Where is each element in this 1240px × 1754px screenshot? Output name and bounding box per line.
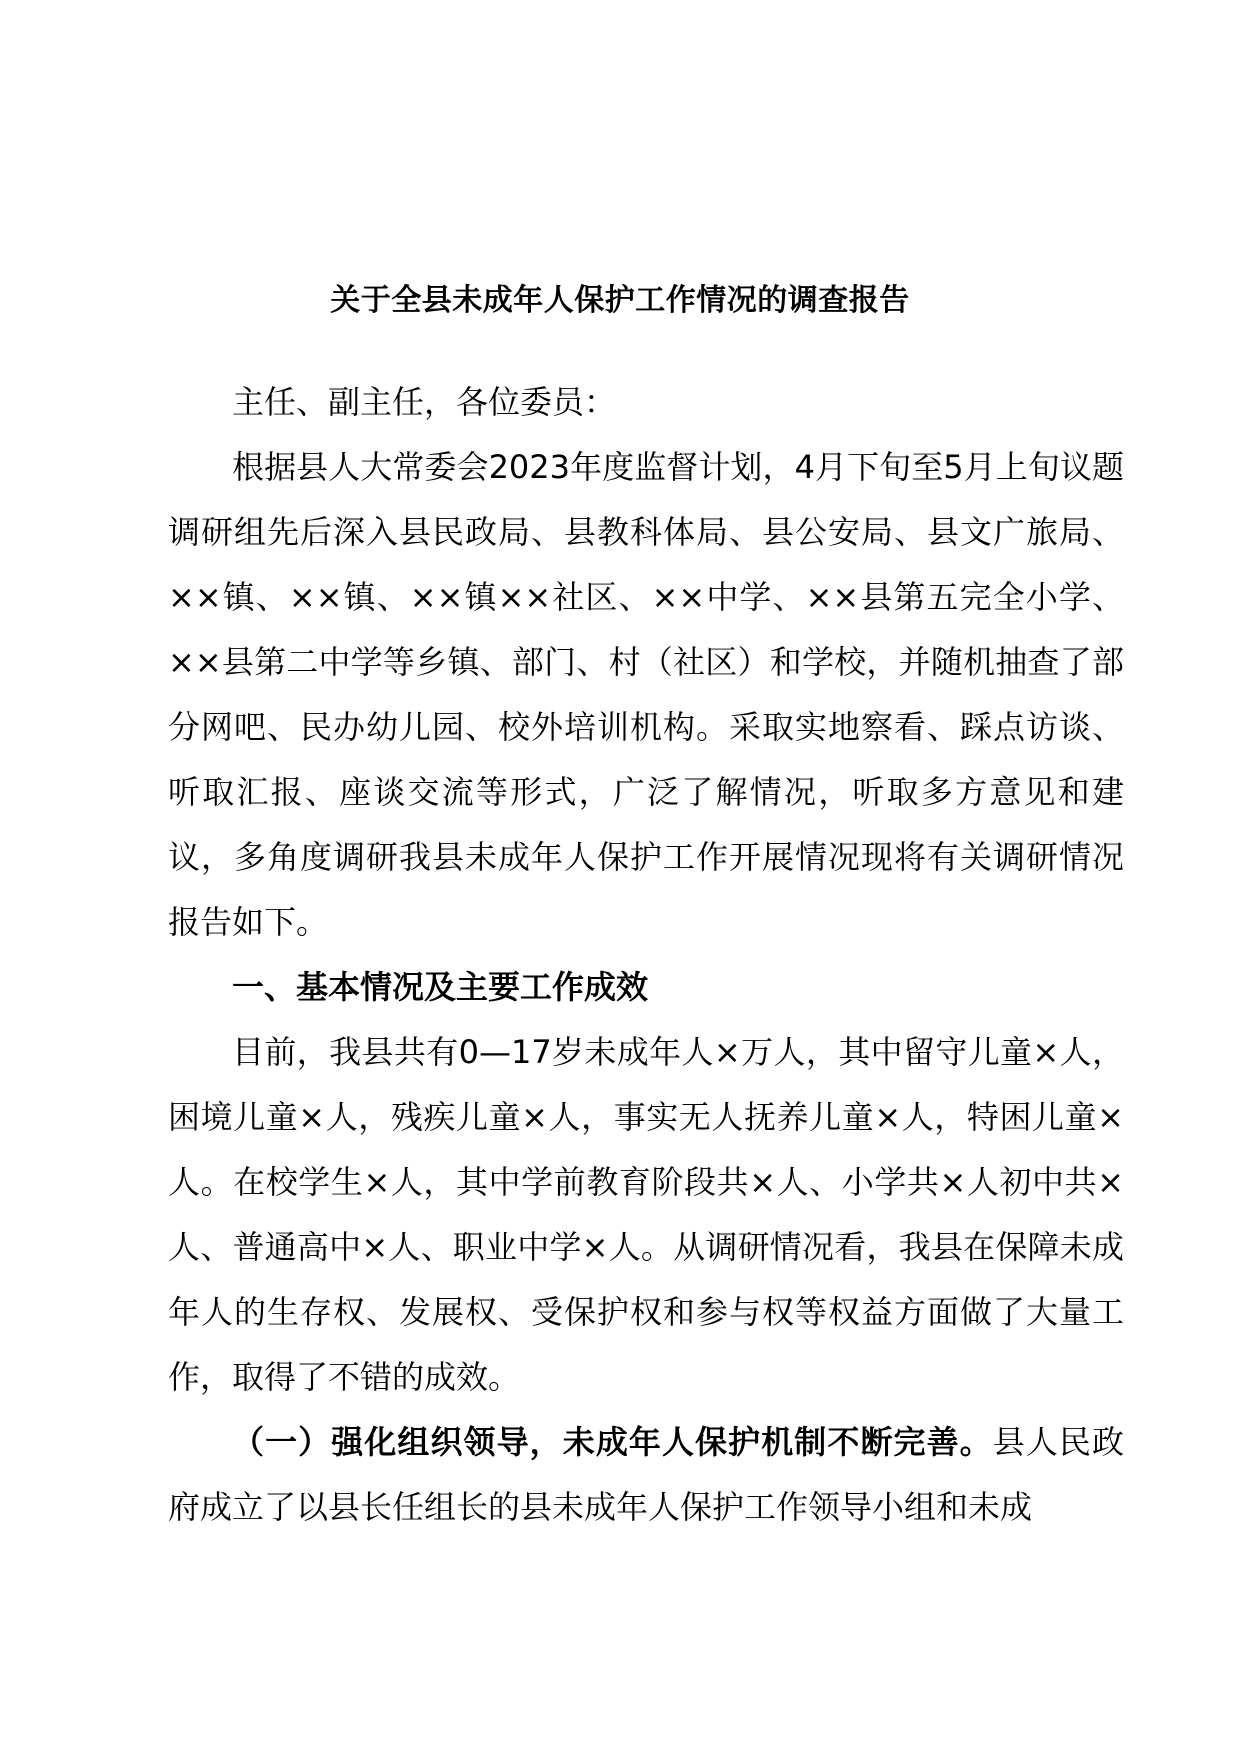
section-paragraph: 目前，我县共有0—17岁未成年人×万人，其中留守儿童×人，困境儿童×人，残疾儿童×人，事实无人抚养儿童×人，特困儿童×人。在校学生×人，其中学前教育阶段共×人、小学共×人初中共×人、普通高中×人、职业中学×人。从调研情况看，我县在保障未成年人的生存权、发展权、受保护权和参与权等权益方面做了大量工作，取得了不错的成效。 xyxy=(168,1033,1124,1396)
subsection-paragraph xyxy=(168,1410,1124,1540)
intro-paragraph: 根据县人大常委会2023年度监督计划，4月下旬至5月上旬议题调研组先后深入县民政局、县教科体局、县公安局、县文广旅局、××镇、××镇、××镇××社区、××中学、××县第五完全小学、××县第二中学等乡镇、部门、村（社区）和学校，并随机抽查了部分网吧、民办幼儿园、校外培训机构。采取实地察看、踩点访谈、听取汇报、座谈交流等形式，广泛了解情况，听取多方意见和建议，多角度调研我县未成年人保护工作开展情况现将有关调研情况报告如下。 xyxy=(168,448,1124,941)
document-body xyxy=(168,370,1124,1540)
document-title: 关于全县未成年人保护工作情况的调查报告 xyxy=(330,283,910,318)
salutation-paragraph: 主任、副主任，各位委员： xyxy=(232,383,617,421)
subsection-text: 县人民政府成立了以县长任组长的县未成年人保护工作领导小组和未成 xyxy=(168,1423,1124,1526)
subsection-lead: （一）强化组织领导，未成年人保护机制不断完善。 xyxy=(232,1423,993,1461)
section-heading: 一、基本情况及主要工作成效 xyxy=(232,968,649,1006)
